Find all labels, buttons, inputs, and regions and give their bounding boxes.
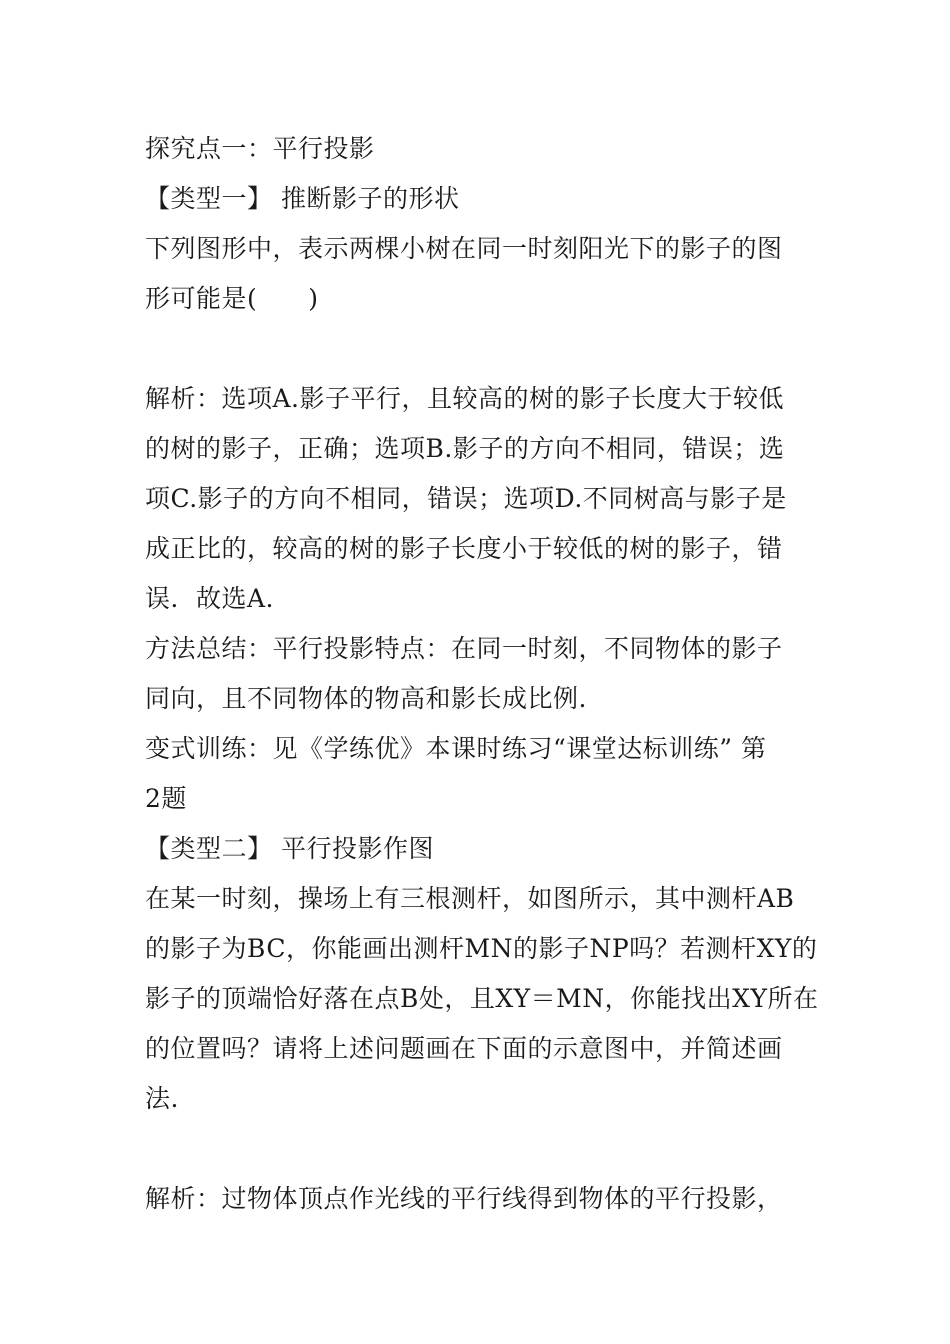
question-line-2: 形可能是( ) xyxy=(145,284,319,313)
question2-line-5: 法. xyxy=(145,1084,179,1113)
analysis-line-3: 项C.影子的方向不相同，错误；选项D.不同树高与影子是 xyxy=(145,484,787,513)
variant-training-line-1: 变式训练：见《学练优》本课时练习“课堂达标训练” 第 xyxy=(145,734,767,763)
method-summary-line-1: 方法总结：平行投影特点：在同一时刻，不同物体的影子 xyxy=(145,634,783,663)
question2-line-3: 影子的顶端恰好落在点B处，且XY＝MN，你能找出XY所在 xyxy=(145,984,819,1013)
analysis-line-1: 解析：选项A.影子平行，且较高的树的影子长度大于较低 xyxy=(145,384,785,413)
analysis-line-2: 的树的影子，正确；选项B.影子的方向不相同，错误；选 xyxy=(145,434,785,463)
analysis-line-5: 误．故选A. xyxy=(145,584,275,613)
analysis-line-4: 成正比的，较高的树的影子长度小于较低的树的影子，错 xyxy=(145,534,783,563)
variant-training-line-2: 2题 xyxy=(145,784,187,813)
type-one-heading: 【类型一】 推断影子的形状 xyxy=(145,184,460,213)
question2-line-1: 在某一时刻，操场上有三根测杆，如图所示，其中测杆AB xyxy=(145,884,795,913)
analysis2-line-1: 解析：过物体顶点作光线的平行线得到物体的平行投影， xyxy=(145,1184,783,1213)
section-heading: 探究点一：平行投影 xyxy=(145,134,375,163)
question-line-1: 下列图形中，表示两棵小树在同一时刻阳光下的影子的图 xyxy=(145,234,783,263)
method-summary-line-2: 同向，且不同物体的物高和影长成比例. xyxy=(145,684,587,713)
question2-line-4: 的位置吗？请将上述问题画在下面的示意图中，并简述画 xyxy=(145,1034,783,1063)
question2-line-2: 的影子为BC，你能画出测杆MN的影子NP吗？若测杆XY的 xyxy=(145,934,818,963)
type-two-heading: 【类型二】 平行投影作图 xyxy=(145,834,434,863)
